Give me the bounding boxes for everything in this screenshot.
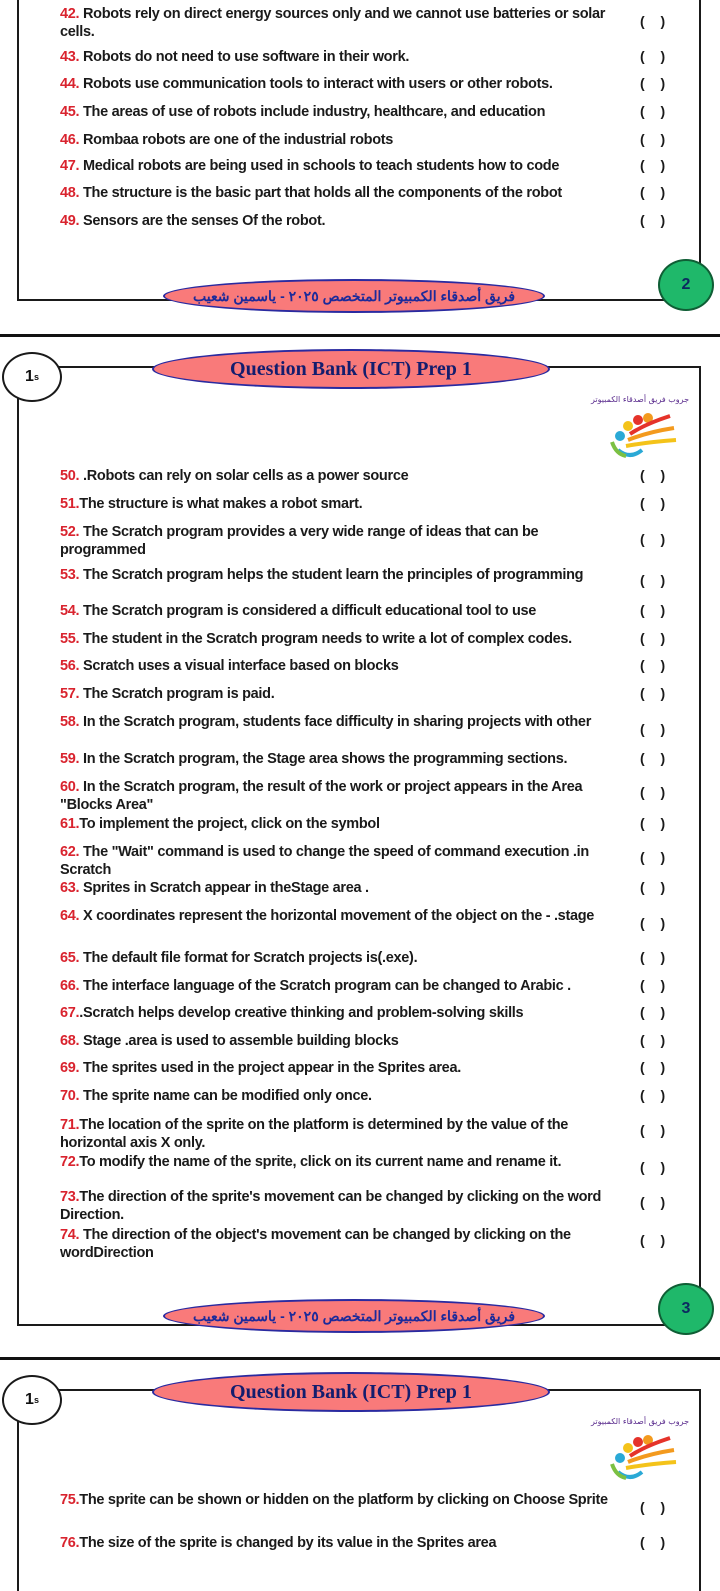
answer-blank[interactable]: ( ) bbox=[640, 495, 672, 511]
question-text: In the Scratch program, the result of the work or project appears in the Area "Blocks Area" bbox=[60, 779, 583, 813]
page-number-2: 2 bbox=[658, 259, 714, 311]
question-number: 48. bbox=[60, 185, 80, 201]
question-item bbox=[60, 1032, 620, 1050]
question-item bbox=[60, 1534, 620, 1552]
question-text: The Scratch program is paid. bbox=[79, 686, 275, 702]
question-number: 63. bbox=[60, 880, 80, 896]
question-number: 60. bbox=[60, 779, 80, 795]
answer-blank[interactable]: ( ) bbox=[640, 1059, 672, 1075]
page-4-header-title: Question Bank (ICT) Prep 1 bbox=[152, 1372, 550, 1412]
question-number: 76. bbox=[60, 1535, 80, 1551]
page-2-frame bbox=[17, 0, 701, 301]
question-number: 58. bbox=[60, 714, 80, 730]
question-number: 47. bbox=[60, 158, 80, 174]
question-text: The structure is the basic part that holds all the components of the robot bbox=[79, 185, 562, 201]
header-line bbox=[56, 366, 156, 368]
question-item bbox=[60, 879, 620, 897]
question-item bbox=[60, 75, 620, 93]
answer-blank[interactable]: ( ) bbox=[640, 157, 672, 173]
question-text: The student in the Scratch program needs to write a lot of complex codes. bbox=[79, 631, 572, 647]
answer-blank[interactable]: ( ) bbox=[640, 467, 672, 483]
question-item bbox=[60, 949, 620, 967]
question-item bbox=[60, 1188, 620, 1224]
answer-blank[interactable]: ( ) bbox=[640, 784, 672, 800]
answer-blank[interactable]: ( ) bbox=[640, 1087, 672, 1103]
answer-blank[interactable]: ( ) bbox=[640, 685, 672, 701]
question-item bbox=[60, 657, 620, 675]
question-item bbox=[60, 843, 620, 879]
question-number: 45. bbox=[60, 104, 80, 120]
question-number: 64. bbox=[60, 908, 80, 924]
page-3-header-title: Question Bank (ICT) Prep 1 bbox=[152, 349, 550, 389]
question-number: 54. bbox=[60, 603, 80, 619]
question-item bbox=[60, 778, 620, 814]
question-item bbox=[60, 48, 620, 66]
question-number: 44. bbox=[60, 76, 80, 92]
question-number: 56. bbox=[60, 658, 80, 674]
side-page-badge: 1 s bbox=[2, 1375, 62, 1425]
question-text: The structure is what makes a robot smart. bbox=[79, 496, 363, 512]
question-text: Robots do not need to use software in their work. bbox=[79, 49, 410, 65]
answer-blank[interactable]: ( ) bbox=[640, 815, 672, 831]
question-item bbox=[60, 630, 620, 648]
header-line bbox=[56, 1389, 156, 1391]
svg-text:جروب فريق أصدقاء الكمبيوتر: جروب فريق أصدقاء الكمبيوتر bbox=[590, 1417, 690, 1426]
question-item bbox=[60, 467, 620, 485]
question-text: The default file format for Scratch projects is(.exe). bbox=[79, 950, 418, 966]
answer-blank[interactable]: ( ) bbox=[640, 1232, 672, 1248]
footer-text: فريق أصدقاء الكمبيوتر المتخصص ٢٠٢٥ - ياسمين شعيب bbox=[192, 1307, 516, 1324]
question-text: .Robots can rely on solar cells as a power source bbox=[79, 468, 409, 484]
question-item bbox=[60, 1059, 620, 1077]
side-page-badge: 1 s bbox=[2, 352, 62, 402]
question-text: To implement the project, click on the symbol bbox=[79, 816, 380, 832]
question-number: 67. bbox=[60, 1005, 80, 1021]
question-number: 74. bbox=[60, 1227, 80, 1243]
answer-blank[interactable]: ( ) bbox=[640, 103, 672, 119]
question-text: The direction of the sprite's movement can be changed by clicking on the word Direction. bbox=[60, 1189, 602, 1223]
question-number: 59. bbox=[60, 751, 80, 767]
question-item bbox=[60, 907, 620, 925]
answer-blank[interactable]: ( ) bbox=[640, 1159, 672, 1175]
question-item bbox=[60, 1226, 620, 1262]
question-text: Robots use communication tools to interact with users or other robots. bbox=[79, 76, 553, 92]
question-item bbox=[60, 184, 620, 202]
question-number: 42. bbox=[60, 6, 80, 22]
question-item bbox=[60, 1153, 620, 1171]
question-item bbox=[60, 685, 620, 703]
question-text: Scratch uses a visual interface based on blocks bbox=[79, 658, 399, 674]
question-text: The areas of use of robots include industry, healthcare, and education bbox=[79, 104, 546, 120]
question-text: Sensors are the senses Of the robot. bbox=[79, 213, 326, 229]
answer-blank[interactable]: ( ) bbox=[640, 849, 672, 865]
answer-blank[interactable]: ( ) bbox=[640, 879, 672, 895]
answer-blank[interactable]: ( ) bbox=[640, 1534, 672, 1550]
question-item bbox=[60, 815, 620, 833]
answer-blank[interactable]: ( ) bbox=[640, 915, 672, 931]
question-item bbox=[60, 1004, 620, 1022]
question-number: 50. bbox=[60, 468, 80, 484]
question-text: The Scratch program is considered a difficult educational tool to use bbox=[79, 603, 537, 619]
question-text: The sprites used in the project appear in the Sprites area. bbox=[79, 1060, 461, 1076]
answer-blank[interactable]: ( ) bbox=[640, 531, 672, 547]
page-separator bbox=[0, 1357, 720, 1360]
answer-blank[interactable]: ( ) bbox=[640, 1004, 672, 1020]
page-3-footer bbox=[163, 1299, 545, 1333]
question-text: X coordinates represent the horizontal movement of the object on the - .stage bbox=[79, 908, 595, 924]
question-number: 73. bbox=[60, 1189, 80, 1205]
question-item bbox=[60, 1491, 620, 1509]
question-item bbox=[60, 5, 620, 41]
question-item bbox=[60, 566, 620, 584]
question-item bbox=[60, 103, 620, 121]
answer-blank[interactable]: ( ) bbox=[640, 48, 672, 64]
question-text: The Scratch program helps the student learn the principles of programming bbox=[79, 567, 584, 583]
question-text: The Scratch program provides a very wide range of ideas that can be programmed bbox=[60, 524, 539, 558]
logo-people-icon bbox=[612, 413, 676, 456]
question-item bbox=[60, 131, 620, 149]
answer-blank[interactable]: ( ) bbox=[640, 13, 672, 29]
answer-blank[interactable]: ( ) bbox=[640, 602, 672, 618]
question-item bbox=[60, 212, 620, 230]
question-text: In the Scratch program, the Stage area shows the programming sections. bbox=[79, 751, 568, 767]
question-item bbox=[60, 977, 620, 995]
question-text: Sprites in Scratch appear in theStage area . bbox=[79, 880, 369, 896]
question-text: Stage .area is used to assemble building blocks bbox=[79, 1033, 399, 1049]
question-number: 70. bbox=[60, 1088, 80, 1104]
question-number: 52. bbox=[60, 524, 80, 540]
answer-blank[interactable]: ( ) bbox=[640, 977, 672, 993]
footer-text: فريق أصدقاء الكمبيوتر المتخصص ٢٠٢٥ - ياسمين شعيب bbox=[192, 287, 516, 304]
question-number: 62. bbox=[60, 844, 80, 860]
question-text: To modify the name of the sprite, click on its current name and rename it. bbox=[79, 1154, 562, 1170]
answer-blank[interactable]: ( ) bbox=[640, 1499, 672, 1515]
question-text: Medical robots are being used in schools to teach students how to code bbox=[79, 158, 560, 174]
question-text: The "Wait" command is used to change the speed of command execution .in Scratch bbox=[60, 844, 589, 878]
team-logo bbox=[590, 1412, 690, 1492]
question-text: The sprite name can be modified only once. bbox=[79, 1088, 372, 1104]
answer-blank[interactable]: ( ) bbox=[640, 630, 672, 646]
answer-blank[interactable]: ( ) bbox=[640, 1194, 672, 1210]
question-item bbox=[60, 495, 620, 513]
answer-blank[interactable]: ( ) bbox=[640, 75, 672, 91]
question-number: 72. bbox=[60, 1154, 80, 1170]
question-text: The location of the sprite on the platform is determined by the value of the horizontal axis X only. bbox=[60, 1117, 569, 1151]
answer-blank[interactable]: ( ) bbox=[640, 572, 672, 588]
answer-blank[interactable]: ( ) bbox=[640, 657, 672, 673]
question-number: 69. bbox=[60, 1060, 80, 1076]
question-number: 57. bbox=[60, 686, 80, 702]
question-item bbox=[60, 713, 620, 731]
question-item bbox=[60, 1116, 620, 1152]
svg-text:جروب فريق أصدقاء الكمبيوتر: جروب فريق أصدقاء الكمبيوتر bbox=[590, 395, 690, 404]
question-text: .Scratch helps develop creative thinking and problem-solving skills bbox=[79, 1005, 524, 1021]
question-item bbox=[60, 157, 620, 175]
question-number: 53. bbox=[60, 567, 80, 583]
answer-blank[interactable]: ( ) bbox=[640, 1122, 672, 1138]
question-text: The direction of the object's movement can be changed by clicking on the wordDirection bbox=[60, 1227, 571, 1261]
question-text: In the Scratch program, students face difficulty in sharing projects with other bbox=[79, 714, 592, 730]
page-separator bbox=[0, 334, 720, 337]
team-logo bbox=[590, 390, 690, 470]
answer-blank[interactable]: ( ) bbox=[640, 949, 672, 965]
question-number: 65. bbox=[60, 950, 80, 966]
logo-people-icon bbox=[612, 1435, 676, 1478]
question-item bbox=[60, 602, 620, 620]
question-number: 46. bbox=[60, 132, 80, 148]
question-number: 61. bbox=[60, 816, 80, 832]
question-text: The size of the sprite is changed by its value in the Sprites area bbox=[79, 1535, 497, 1551]
answer-blank[interactable]: ( ) bbox=[640, 131, 672, 147]
question-text: Robots rely on direct energy sources only and we cannot use batteries or solar cells. bbox=[60, 6, 606, 40]
answer-blank[interactable]: ( ) bbox=[640, 184, 672, 200]
question-item bbox=[60, 1087, 620, 1105]
question-number: 51. bbox=[60, 496, 80, 512]
question-text: Rombaa robots are one of the industrial robots bbox=[79, 132, 394, 148]
answer-blank[interactable]: ( ) bbox=[640, 212, 672, 228]
answer-blank[interactable]: ( ) bbox=[640, 750, 672, 766]
question-text: The sprite can be shown or hidden on the platform by clicking on Choose Sprite bbox=[79, 1492, 608, 1508]
question-number: 71. bbox=[60, 1117, 80, 1133]
page-2-footer bbox=[163, 279, 545, 313]
page-number-3: 3 bbox=[658, 1283, 714, 1335]
answer-blank[interactable]: ( ) bbox=[640, 1032, 672, 1048]
question-number: 43. bbox=[60, 49, 80, 65]
question-number: 66. bbox=[60, 978, 80, 994]
question-item bbox=[60, 523, 620, 559]
question-item bbox=[60, 750, 620, 768]
question-number: 49. bbox=[60, 213, 80, 229]
question-number: 68. bbox=[60, 1033, 80, 1049]
question-text: The interface language of the Scratch program can be changed to Arabic . bbox=[79, 978, 571, 994]
answer-blank[interactable]: ( ) bbox=[640, 721, 672, 737]
question-number: 55. bbox=[60, 631, 80, 647]
question-number: 75. bbox=[60, 1492, 80, 1508]
